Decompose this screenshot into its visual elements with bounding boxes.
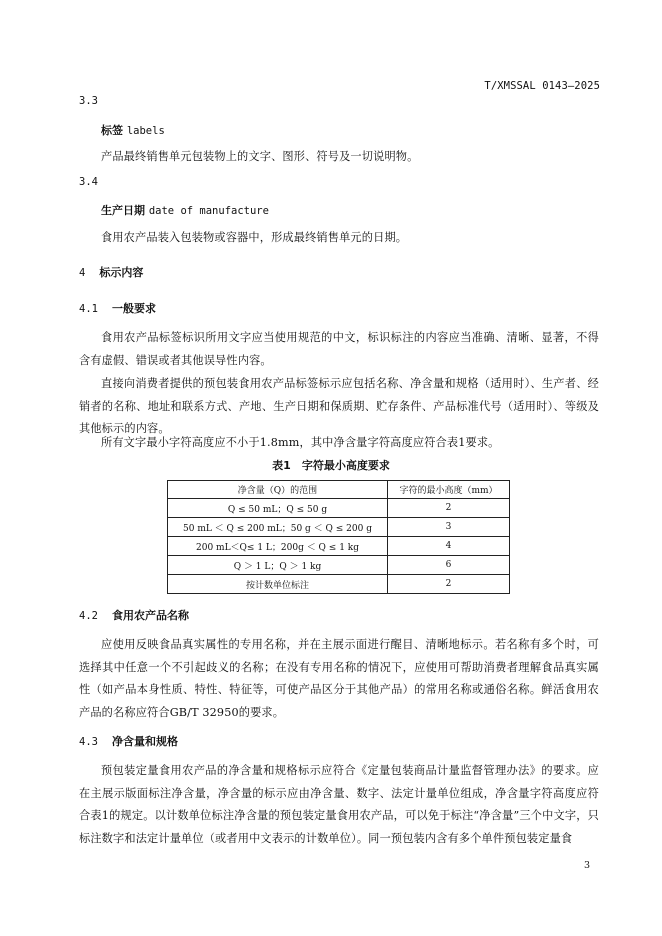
header-min-char-height: 字符的最小高度（mm）	[388, 481, 510, 499]
definition-date-of-manufacture: 食用农产品装入包装物或容器中，形成最终销售单元的日期。	[101, 231, 408, 244]
section-title: 食用农产品名称	[111, 609, 189, 622]
table-row	[168, 575, 510, 594]
cell-height: 2	[388, 575, 510, 594]
definition-labels: 产品最终销售单元包装物上的文字、图形、符号及一切说明物。	[101, 150, 419, 163]
paragraph-4-1-2: 直接向消费者提供的预包装食用农产品标签标示应包括名称、净含量和规格（适用时）、生产者、经销者的名称、地址和联系方式、产地、生产日期和保质期、贮存条件、产品标准代号（适用时）、等级及其他标示的内容。	[79, 377, 599, 435]
section-number: 4	[79, 267, 86, 279]
section-heading-4-1	[79, 300, 156, 316]
cell-height: 2	[388, 499, 510, 518]
term-labels	[101, 122, 165, 138]
term-date-of-manufacture	[101, 202, 269, 218]
table-caption: 表1 字符最小高度要求	[272, 459, 390, 472]
section-heading-4-3	[79, 733, 178, 749]
term-en: labels	[126, 125, 165, 137]
table-row	[168, 499, 510, 518]
table-row	[168, 537, 510, 556]
table-header-row	[168, 481, 510, 499]
section-number: 4.3	[79, 736, 98, 748]
table-row	[168, 556, 510, 575]
cell-range: Q ＞ 1 L；Q ＞ 1 kg	[168, 556, 388, 575]
page-number: 3	[583, 860, 590, 871]
cell-range: 50 mL ＜ Q ≤ 200 mL；50 g ＜ Q ≤ 200 g	[168, 518, 388, 537]
paragraph-4-2-1: 应使用反映食品真实属性的专用名称，并在主展示面进行醒目、清晰地标示。若名称有多个时，可选择其中任意一个不引起歧义的名称；在没有专用名称的情况下，应使用可帮助消费者理解食品真实属性（如产品本身性质、特性、特征等，可使产品区分于其他产品）的常用名称或通俗名称。鲜活食用农产品的名称应符合GB/T 32950的要求。	[79, 638, 599, 719]
section-heading-4	[79, 264, 143, 280]
paragraph-4-1-3: 所有文字最小字符高度应不小于1.8mm，其中净含量字符高度应符合表1要求。	[101, 436, 500, 449]
section-heading-4-2	[79, 607, 189, 623]
term-en: date of manufacture	[148, 205, 269, 217]
cell-height: 4	[388, 537, 510, 556]
document-code-header: T/XMSSAL 0143—2025	[484, 80, 600, 92]
clause-number-3-3: 3.3	[79, 95, 98, 107]
section-title: 净含量和规格	[111, 735, 178, 748]
cell-range: 200 mL＜Q≤ 1 L；200g ＜ Q ≤ 1 kg	[168, 537, 388, 556]
term-zh: 生产日期	[101, 204, 145, 217]
section-number: 4.1	[79, 303, 98, 315]
min-char-height-table	[167, 480, 510, 594]
section-number: 4.2	[79, 610, 98, 622]
paragraph-4-3-1: 预包装定量食用农产品的净含量和规格标示应符合《定量包装商品计量监督管理办法》的要求。应在主展示版面标注净含量，净含量的标示应由净含量、数字、法定计量单位组成，净含量字符高度应符合表1的规定。以计数单位标注净含量的预包装定量食用农产品，可以免于标注“净含量”三个中文字，只标注数字和法定计量单位（或者用中文表示的计数单位）。同一预包装内含有多个单件预包装定量食	[79, 764, 599, 845]
section-title: 标示内容	[99, 266, 144, 279]
term-zh: 标签	[101, 124, 123, 137]
header-net-content-range: 净含量（Q）的范围	[168, 481, 388, 499]
section-title: 一般要求	[111, 302, 156, 315]
cell-range: 按计数单位标注	[168, 575, 388, 594]
table-row	[168, 518, 510, 537]
clause-number-3-4: 3.4	[79, 176, 98, 188]
cell-height: 6	[388, 556, 510, 575]
cell-height: 3	[388, 518, 510, 537]
cell-range: Q ≤ 50 mL；Q ≤ 50 g	[168, 499, 388, 518]
paragraph-4-1-1: 食用农产品标签标识所用文字应当使用规范的中文，标识标注的内容应当准确、清晰、显著，不得含有虚假、错误或者其他误导性内容。	[79, 331, 599, 367]
